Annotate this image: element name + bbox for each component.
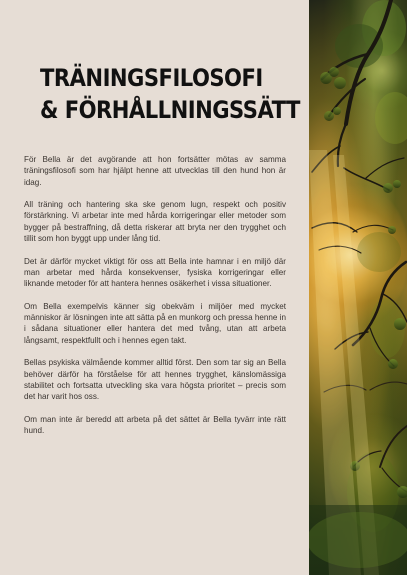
forest-sunlight-image (309, 0, 407, 575)
paragraph-1: För Bella är det avgörande att hon fortsätter mötas av samma träningsfilosofi som har hjälpt henne att utvecklas till den hund hon är idag. (24, 155, 286, 187)
tree-branches (309, 0, 407, 575)
body-text (24, 154, 286, 448)
title-line-1: TRÄNINGSFILOSOFI (40, 64, 263, 92)
paragraph-2: All träning och hantering ska ske genom lugn, respekt och positiv förstärkning. Vi arbetar inte med hårda korrigeringar eller metoder som bygger på bestraffning, då detta riskerar att bryta ner den trygghet och tillit som hon byggt upp under lång tid. (24, 200, 286, 244)
paragraph-3: Det är därför mycket viktigt för oss att Bella inte hamnar i en miljö där man arbetar med hårda konsekvenser, fysiska korrigeringar eller liknande metoder för att hantera hennes osäkerhet i vissa situationer. (24, 256, 286, 289)
title-line-2: & FÖRHÅLLNINGSSÄTT (40, 96, 300, 124)
paragraph-6: Om man inte är beredd att arbeta på det sättet är Bella tyvärr inte rätt hund. (24, 414, 286, 436)
paragraph-5: Bellas psykiska välmående kommer alltid först. Den som tar sig an Bella behöver därför ha förståelse för att hennes trygghet, känslomässiga stabilitet och fortsatta utveckling ska vara högsta prioritet – precis som det har varit hos oss. (24, 358, 286, 402)
page-title (40, 62, 300, 126)
paragraph-4: Om Bella exempelvis känner sig obekväm i miljöer med mycket människor är lösningen inte att sätta på en munkorg och pressa henne in i sådana situationer eller hantera det med tvång, utan att arbeta långsamt, respektfullt och i hennes egen takt. (24, 301, 286, 345)
